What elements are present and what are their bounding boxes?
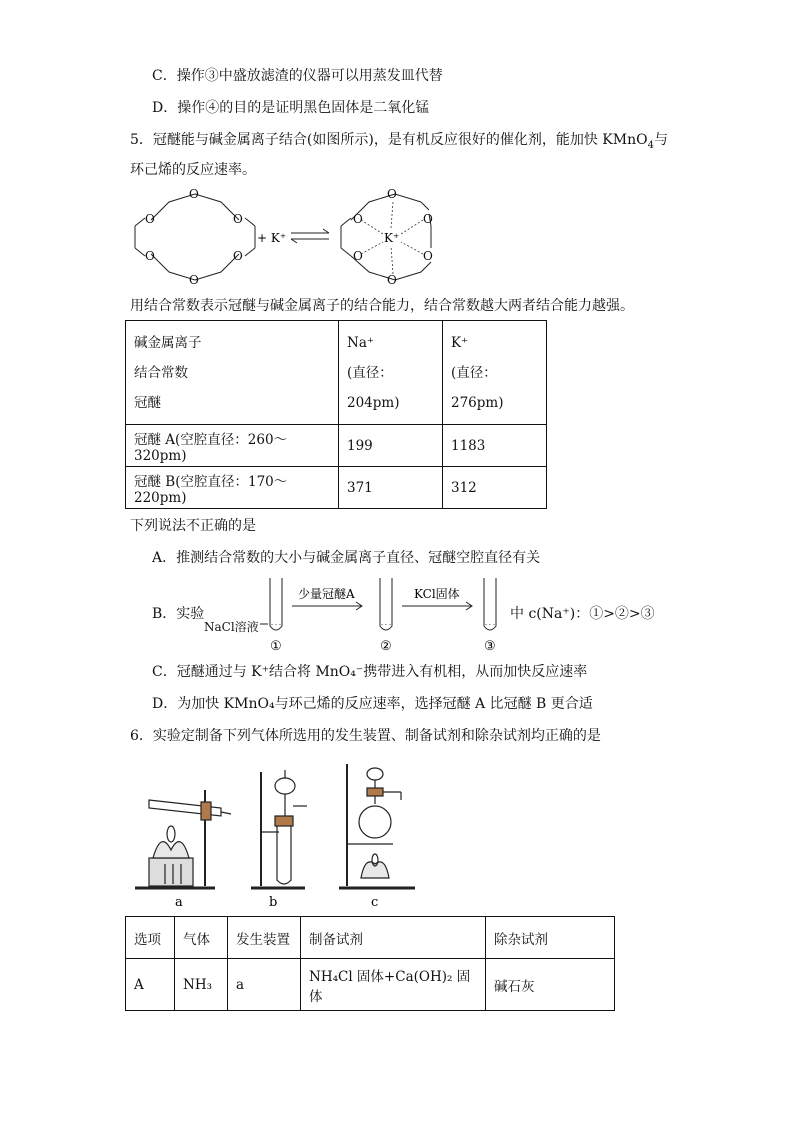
o-atom: O — [233, 212, 243, 226]
table-row — [126, 467, 547, 509]
q5-stem-line2: 环己烯的反应速率。 — [130, 162, 256, 178]
q5-option-b-suffix: 中 c(Na⁺)：①>②>③ — [510, 606, 655, 622]
apparatus-b-icon — [251, 770, 307, 888]
row-name: 冠醚 A(空腔直径：260～320pm) — [126, 425, 339, 467]
table-row — [126, 959, 615, 1011]
k-diameter: (直径：276pm) — [451, 364, 504, 411]
nacl-solution-label: NaCl溶液 — [204, 620, 259, 634]
o-atom: O — [353, 212, 363, 226]
q6-options-table — [125, 916, 615, 1011]
header-label-ion: 碱金属离子 — [134, 334, 202, 351]
q5-option-d: D．为加快 KMnO₄与环己烯的反应速率，选择冠醚 A 比冠醚 B 更合适 — [152, 696, 593, 712]
row-na-value: 371 — [339, 467, 443, 509]
row-reagent: NH₄Cl 固体+Ca(OH)₂ 固体 — [301, 959, 486, 1011]
header-reagent: 制备试剂 — [301, 917, 486, 959]
o-atom: O — [423, 249, 433, 263]
center-k-ion: K⁺ — [384, 231, 400, 245]
tube-label-2: ② — [380, 639, 392, 654]
apparatus-label-c: c — [371, 895, 379, 910]
header-label-constant: 结合常数 — [134, 364, 188, 381]
q5-question: 下列说法不正确的是 — [130, 518, 256, 534]
table-header-row — [126, 917, 615, 959]
q5-stem-tail: 与 — [653, 132, 668, 148]
apparatus-a-icon — [135, 790, 231, 888]
svg-text:- - -: - - - — [485, 621, 495, 628]
q5-option-c: C．冠醚通过与 K⁺结合将 MnO₄⁻携带进入有机相，从而加快反应速率 — [152, 664, 588, 680]
o-atom: O — [387, 187, 397, 201]
row-k-value: 312 — [443, 467, 547, 509]
header-gas: 气体 — [175, 917, 228, 959]
q5-option-b-prefix: B．实验 — [152, 606, 205, 622]
header-purify: 除杂试剂 — [486, 917, 615, 959]
row-purify: 碱石灰 — [486, 959, 615, 1011]
header-device: 发生装置 — [228, 917, 301, 959]
crown-ether-diagram — [125, 186, 435, 290]
svg-text:- - -: - - - — [381, 621, 391, 628]
table-header-diagonal — [126, 321, 339, 425]
row-gas: NH₃ — [175, 959, 228, 1011]
binding-constant-table — [125, 320, 547, 509]
row-device: a — [228, 959, 301, 1011]
q4-option-d: D．操作④的目的是证明黑色固体是二氧化锰 — [152, 100, 430, 116]
header-option: 选项 — [126, 917, 175, 959]
o-atom: O — [189, 273, 199, 287]
arrow-label-ether-a: 少量冠醚A — [298, 587, 355, 601]
tube-label-3: ③ — [484, 639, 496, 654]
tube-label-1: ① — [270, 639, 282, 654]
header-na — [339, 321, 443, 425]
header-k — [443, 321, 547, 425]
o-atom: O — [423, 212, 433, 226]
q5-stem-text: 5．冠醚能与碱金属离子结合(如图所示)，是有机反应很好的催化剂，能加快 KMnO — [130, 132, 648, 148]
q4-option-c: C．操作③中盛放滤渣的仪器可以用蒸发皿代替 — [152, 68, 443, 84]
k-ion-label: K⁺ — [451, 334, 469, 351]
q5-table-intro: 用结合常数表示冠醚与碱金属离子的结合能力，结合常数越大两者结合能力越强。 — [130, 298, 634, 314]
q5-stem-subscript: 4 — [647, 139, 654, 151]
equilibrium-arrow-icon — [291, 229, 329, 243]
row-name: 冠醚 B(空腔直径：170～220pm) — [126, 467, 339, 509]
apparatus-label-a: a — [175, 895, 183, 910]
apparatus-label-b: b — [269, 895, 278, 910]
na-diameter: (直径：204pm) — [347, 364, 400, 411]
row-option: A — [126, 959, 175, 1011]
apparatus-c-icon — [339, 764, 415, 888]
svg-text:- - -: - - - — [271, 621, 281, 628]
o-atom: O — [145, 249, 155, 263]
q5-stem-line1 — [130, 130, 668, 156]
plus-k-ion: + K⁺ — [257, 231, 287, 245]
o-atom: O — [233, 249, 243, 263]
na-ion-label: Na⁺ — [347, 334, 374, 351]
o-atom: O — [387, 273, 397, 287]
o-atom: O — [145, 212, 155, 226]
apparatus-figure — [135, 760, 425, 910]
test-tube-experiment — [258, 574, 508, 654]
q5-option-a: A．推测结合常数的大小与碱金属离子直径、冠醚空腔直径有关 — [152, 550, 541, 566]
header-label-ether: 冠醚 — [134, 394, 161, 411]
o-atom: O — [353, 249, 363, 263]
q6-stem: 6．实验定制备下列气体所选用的发生装置、制备试剂和除杂试剂均正确的是 — [130, 728, 601, 744]
row-k-value: 1183 — [443, 425, 547, 467]
table-row — [126, 425, 547, 467]
o-atom: O — [189, 187, 199, 201]
arrow-label-kcl: KCl固体 — [414, 587, 460, 601]
row-na-value: 199 — [339, 425, 443, 467]
